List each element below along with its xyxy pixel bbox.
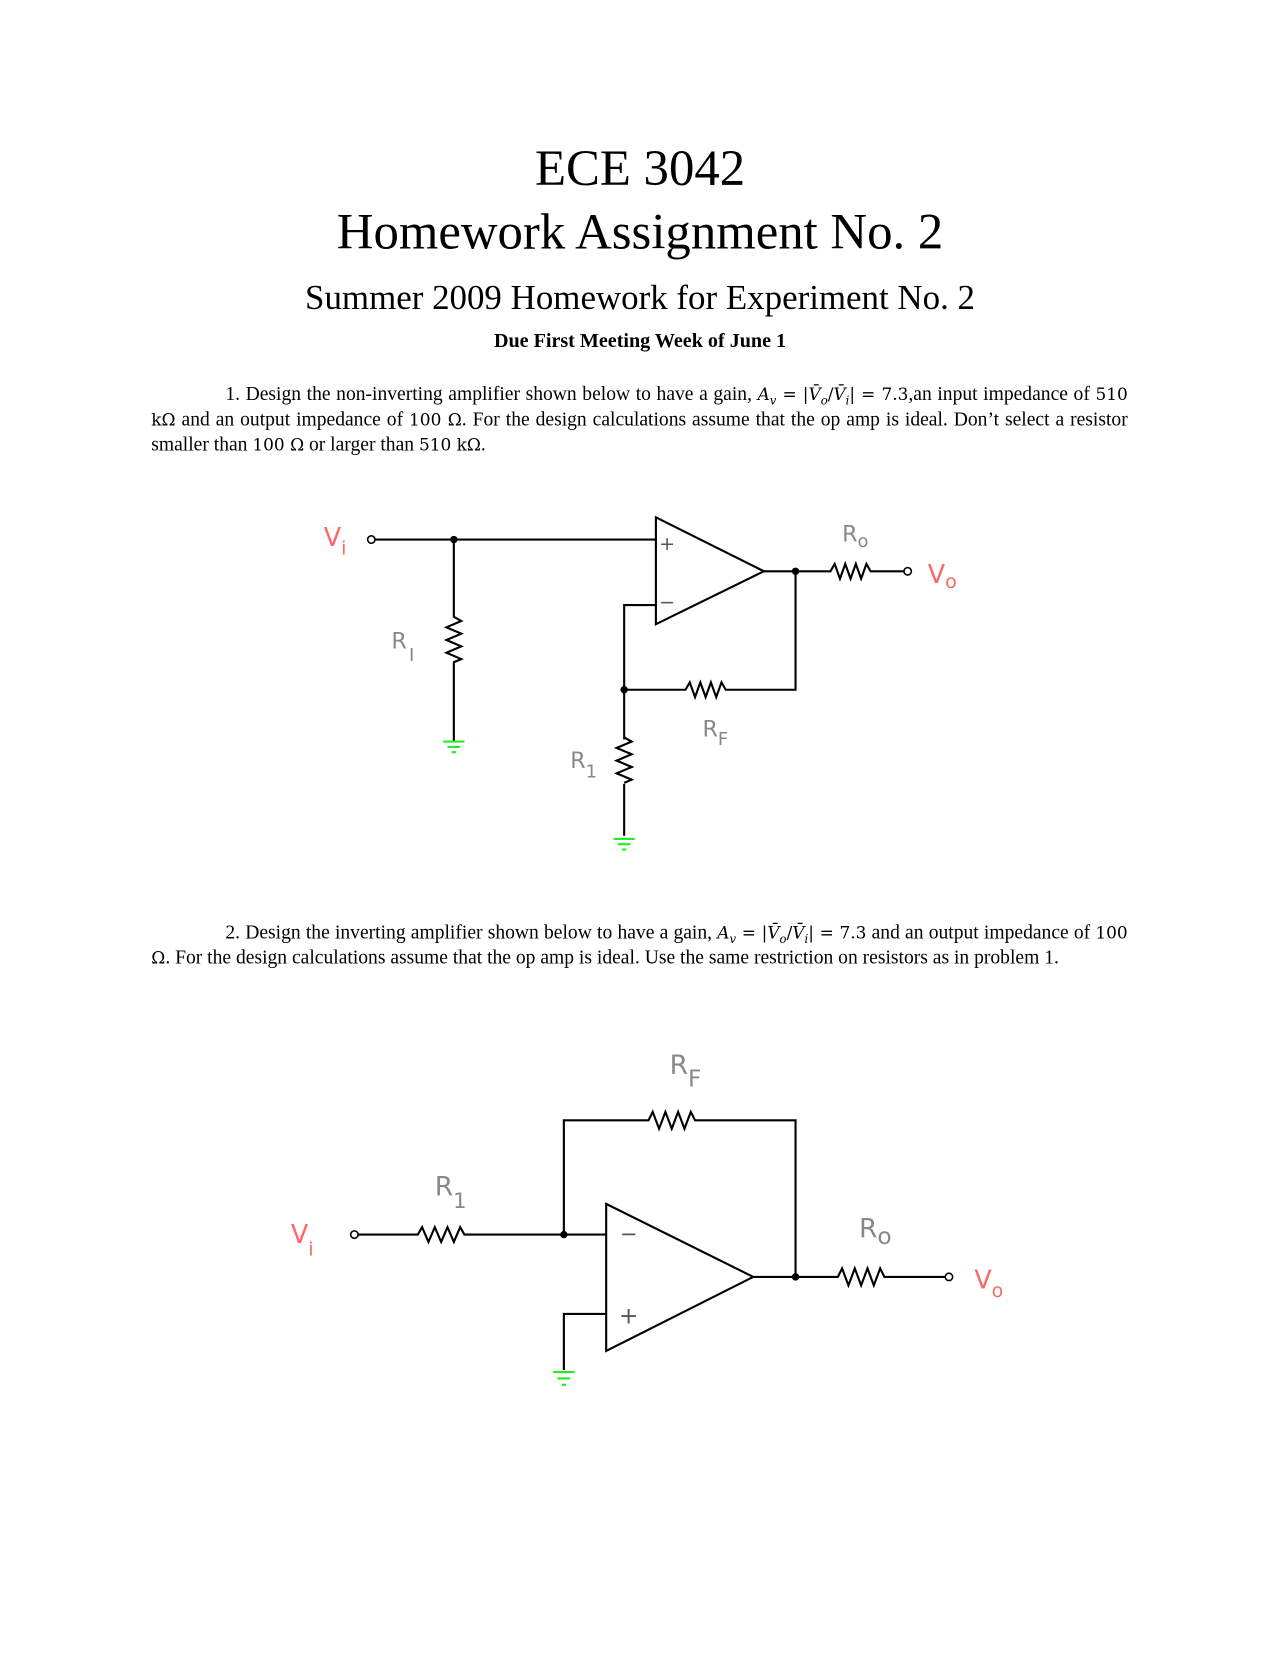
output-impedance: 100 Ω (151, 922, 1128, 968)
den: V̄ (833, 384, 846, 405)
resistor-ro (753, 1268, 944, 1285)
p2-text: . For the design calculations assume that the op amp is ideal. Use the same restriction on resistors as in problem 1. (165, 947, 1059, 970)
gain-sub: v (729, 932, 737, 946)
output-terminal (904, 568, 911, 575)
due-date: Due First Meeting Week of June 1 (493, 330, 787, 353)
abs-open: | (802, 384, 809, 405)
resistor-r1 (359, 1227, 607, 1242)
circuit-1 (324, 517, 957, 849)
gain-value: 7.3 (839, 922, 867, 943)
circuit-2 (291, 1050, 1003, 1385)
eq: = (782, 384, 797, 405)
slash: / (827, 384, 834, 405)
gain-value: 7.3 (881, 384, 909, 405)
wire (564, 1314, 606, 1370)
num-sub: o (820, 393, 828, 408)
vo-label: $V_o$ (974, 1264, 1004, 1302)
r1-label: $R_1$ (434, 1171, 467, 1214)
gain-symbol: A (717, 922, 730, 943)
vi-label: $V_i$ (290, 1219, 314, 1261)
num: V̄ (808, 384, 821, 405)
input-impedance: 510 kΩ (151, 384, 1128, 430)
output-terminal (945, 1273, 952, 1280)
den-sub: i (845, 393, 850, 408)
ground-icon (443, 742, 464, 753)
plus-sign: + (618, 1302, 639, 1330)
course-title: ECE 3042 (534, 140, 746, 197)
vi-label: $V_i$ (323, 521, 347, 560)
p2-text: and an output impedance of (866, 922, 1096, 944)
p1-text: and an output impedance of (175, 409, 410, 431)
output-junction (792, 568, 799, 575)
assignment-title: Homework Assignment No. 2 (336, 204, 944, 261)
p1-intro: 1. Design the non-inverting amplifier shown below to have a gain, (225, 384, 758, 406)
minus-sign: − (659, 591, 676, 614)
eq: = (861, 384, 876, 405)
wire (624, 605, 656, 836)
resistor-ri (446, 540, 461, 741)
rf-label: $R_F$ (702, 716, 729, 750)
ro-label: $R_o$ (842, 521, 869, 552)
ground-icon (553, 1372, 574, 1385)
slash: / (786, 922, 793, 943)
input-terminal (351, 1231, 358, 1238)
ri-label: $R_I$ (391, 628, 415, 667)
resistor-rf (564, 1112, 796, 1277)
min-resistor: 100 Ω (252, 434, 305, 455)
resistor-ro (764, 564, 905, 579)
eq: = (819, 922, 834, 943)
max-resistor: 510 kΩ (418, 434, 481, 455)
input-terminal (368, 536, 375, 543)
vo-label: $V_o$ (927, 558, 957, 594)
abs-close: | (849, 384, 856, 405)
gain-symbol: A (757, 384, 770, 405)
ground-icon (614, 839, 635, 850)
p2-intro: 2. Design the inverting amplifier shown below to have a gain, (225, 922, 718, 944)
p1-text: or larger than (304, 434, 419, 456)
ro-label: Ro (859, 1213, 892, 1251)
output-junction (792, 1273, 799, 1280)
abs-close: | (808, 922, 814, 943)
p1-text: . (480, 434, 486, 456)
subtitle: Summer 2009 Homework for Experiment No. 2 (305, 279, 976, 318)
p1-text: ,an input impedance of (908, 384, 1096, 406)
r1-label: $R_1$ (570, 748, 598, 783)
num-sub: o (779, 932, 787, 946)
gain-sub: v (769, 393, 777, 408)
eq: = (741, 922, 756, 943)
num: V̄ (767, 922, 780, 943)
output-impedance: 100 Ω (409, 409, 462, 430)
minus-sign: − (619, 1220, 638, 1246)
resistor-rf (624, 571, 795, 697)
plus-sign: + (659, 533, 676, 556)
p1-text: . For the design calculations assume that the op amp is ideal. Don’t select a resistor smaller than (151, 409, 1128, 456)
abs-open: | (761, 922, 768, 943)
den: V̄ (792, 922, 805, 943)
rf-label: RF (669, 1049, 702, 1093)
den-sub: i (804, 932, 809, 946)
